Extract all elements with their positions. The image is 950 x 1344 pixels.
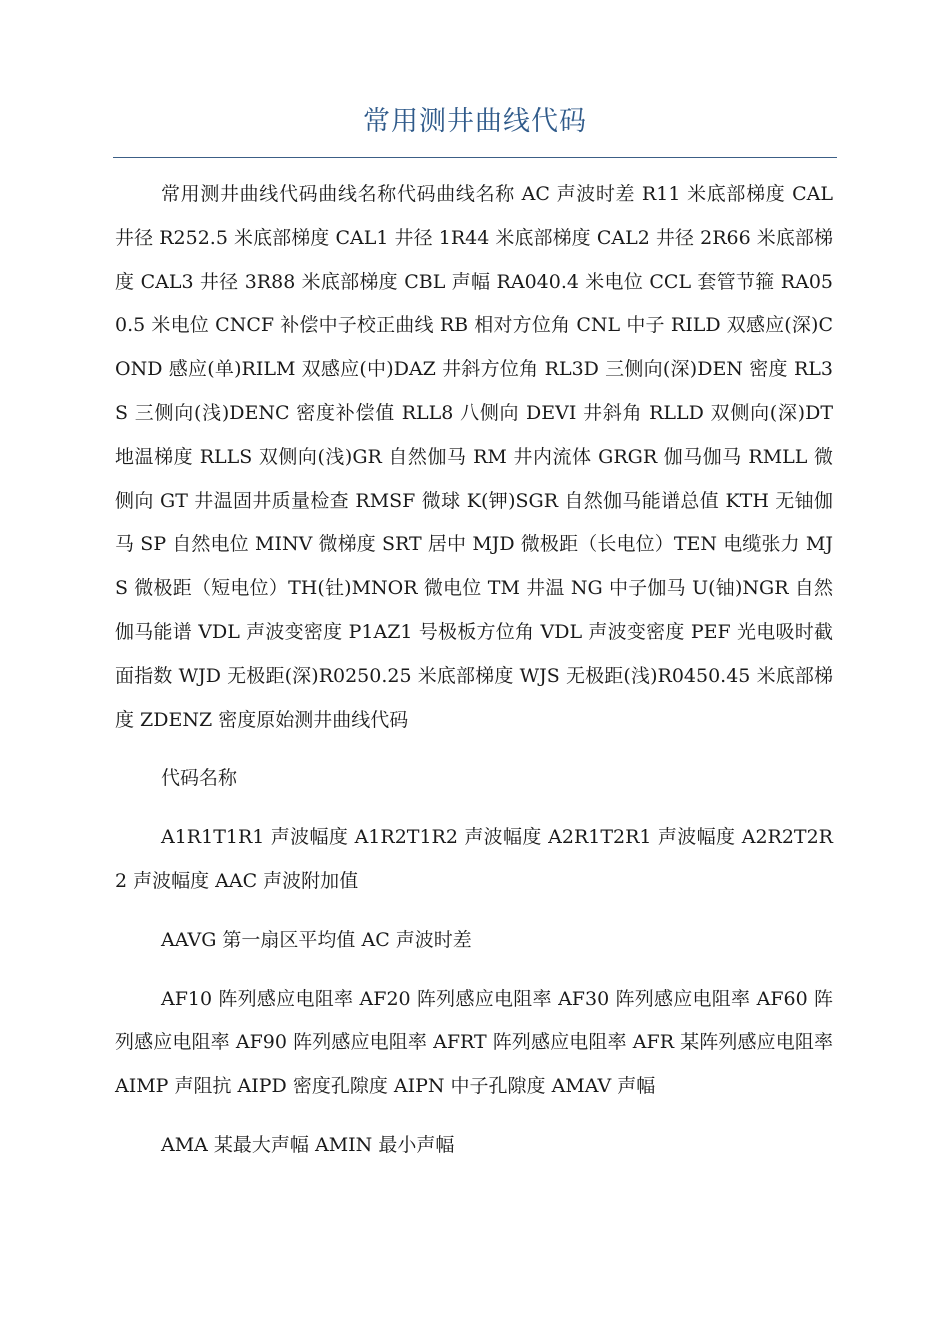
document-body (115, 173, 833, 1183)
paragraph-array-induction: AF10 阵列感应电阻率 AF20 阵列感应电阻率 AF30 阵列感应电阻率 AF60 阵列感应电阻率 AF90 阵列感应电阻率 AFRT 阵列感应电阻率 AFR 某阵列感应电阻率 AIMP 声阻抗 AIPD 密度孔隙度 AIPN 中子孔隙度 AMAV 声幅 (115, 987, 833, 1098)
paragraph-acoustic-amplitude: A1R1T1R1 声波幅度 A1R2T1R2 声波幅度 A2R1T2R1 声波幅度 A2R2T2R2 声波幅度 AAC 声波附加值 (115, 826, 833, 892)
paragraph-max-min-amplitude: AMA 某最大声幅 AMIN 最小声幅 (161, 1133, 455, 1156)
page-title: 常用测井曲线代码 (363, 106, 587, 137)
title-divider (113, 157, 837, 158)
paragraph-sector-average: AAVG 第一扇区平均值 AC 声波时差 (161, 928, 472, 951)
paragraph-curve-code-list: 常用测井曲线代码曲线名称代码曲线名称 AC 声波时差 R11 米底部梯度 CAL 井径 R252.5 米底部梯度 CAL1 井径 1R44 米底部梯度 CAL2 井径 2R66 米底部梯度 CAL3 井径 3R88 米底部梯度 CBL 声幅 RA040.4 米电位 CCL 套管节箍 RA050.5 米电位 CNCF 补偿中子校正曲线 RB 相对方位角 CNL 中子 RILD 双感应(深)COND 感应(单)RILM 双感应(中)DAZ 井斜方位角 RL3D 三侧向(深)DEN 密度 RL3S 三侧向(浅)DENC 密度补偿值 RLL8 八侧向 DEVI 井斜角 RLLD 双侧向(深)DT 地温梯度 RLLS 双侧向(浅)GR 自然伽马 RM 井内流体 GRGR 伽马伽马 RMLL 微侧向 GT 井温固井质量检查 RMSF 微球 K(钾)SGR 自然伽马能谱总值 KTH 无铀伽马 SP 自然电位 MINV 微梯度 SRT 居中 MJD 微极距（长电位）TEN 电缆张力 MJS 微极距（短电位）TH(钍)MNOR 微电位 TM 井温 NG 中子伽马 U(铀)NGR 自然伽马能谱 VDL 声波变密度 P1AZ1 号极板方位角 VDL 声波变密度 PEF 光电吸时截面指数 WJD 无极距(深)R0250.25 米底部梯度 WJS 无极距(浅)R0450.45 米底部梯度 ZDENZ 密度原始测井曲线代码 (115, 183, 833, 731)
paragraph-code-name-heading: 代码名称 (161, 767, 238, 790)
